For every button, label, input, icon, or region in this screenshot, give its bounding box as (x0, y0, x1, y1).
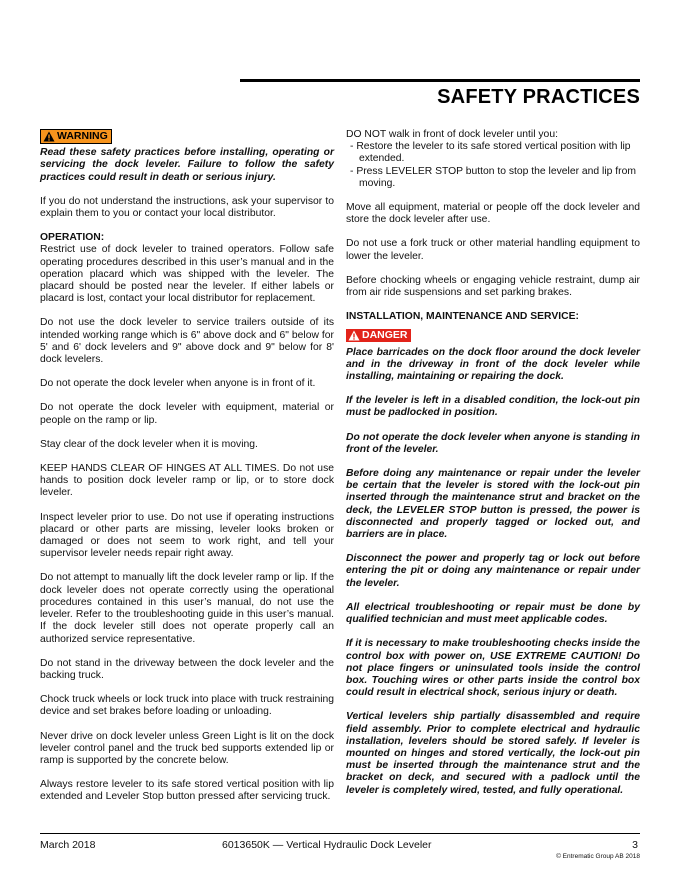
page-number: 3 (632, 839, 638, 851)
danger-text: If the leveler is left in a disabled condition, the lock-out pin must be padlocked in position. (346, 395, 640, 419)
danger-text: Place barricades on the dock floor around the dock leveler and in the driveway in front of the dock leveler while installing, maintaining or repairing the dock. (346, 346, 640, 383)
danger-triangle-icon (348, 330, 360, 341)
operation-heading: OPERATION: (40, 232, 105, 244)
paragraph: Do not operate the dock leveler with equipment, material or people on the ramp or lip. (40, 402, 334, 426)
list-item: - Restore the leveler to its safe stored vertical position with lip extended. (350, 141, 631, 165)
footer-date: March 2018 (40, 839, 96, 851)
warning-label: WARNING (57, 130, 108, 142)
paragraph: Do not operate the dock leveler when anyone is in front of it. (40, 378, 316, 390)
title-rule (240, 79, 640, 82)
installation-heading: INSTALLATION, MAINTENANCE AND SERVICE: (346, 311, 579, 323)
footer-doc-title: 6013650K — Vertical Hydraulic Dock Leveler (222, 839, 432, 851)
paragraph: Move all equipment, material or people off the dock leveler and store the dock leveler after use. (346, 202, 640, 226)
danger-badge (346, 329, 411, 342)
paragraph: Inspect leveler prior to use. Do not use if operating instructions placard or other parts are missing, leveler looks broken or damaged or does not seem to work right, and tell your supervisor leveler needs repair right away. (40, 511, 334, 560)
page-title: SAFETY PRACTICES (437, 86, 640, 108)
danger-text: If it is necessary to make troubleshooting checks inside the control box with power on, USE EXTREME CAUTION! Do not place fingers or uninsulated tools inside the control box. Touching wires or other parts inside the control box could result in electrical shock, serious injury or death. (346, 638, 640, 699)
danger-text: Disconnect the power and properly tag or lock out before entering the pit or doing any maintenance or repair under the leveler. (346, 553, 640, 589)
copyright: © Entrematic Group AB 2018 (556, 853, 640, 860)
paragraph: Never drive on dock leveler unless Green Light is lit on the dock leveler control panel and the truck bed supports extended lip or ramp is supported by the concrete below. (40, 730, 334, 766)
footer-rule (40, 833, 640, 834)
left-column (40, 129, 334, 816)
right-column (346, 129, 640, 809)
paragraph: Do not stand in the driveway between the dock leveler and the backing truck. (40, 657, 334, 681)
paragraph: Stay clear of the dock leveler when it is moving. (40, 438, 258, 450)
paragraph: Do not use a fork truck or other material handling equipment to lower the leveler. (346, 238, 640, 262)
danger-text: Before doing any maintenance or repair under the leveler be certain that the leveler is stored with the lock-out pin inserted through the maintenance strut and bracket on the deck, the LEVELER STOP button is pressed, the power is disconnected and properly tagged or locked out, and barriers are in place. (346, 468, 640, 541)
list-item: - Press LEVELER STOP button to stop the leveler and lip from moving. (350, 165, 636, 189)
paragraph: KEEP HANDS CLEAR OF HINGES AT ALL TIMES. Do not use hands to position dock leveler ramp or lip, or to store dock leveler. (40, 463, 334, 499)
paragraph: Always restore leveler to its safe stored vertical position with lip extended and Leveler Stop button pressed after servicing truck. (40, 779, 334, 803)
warning-triangle-icon (43, 131, 55, 142)
walk-lead: DO NOT walk in front of dock leveler until you: (346, 129, 558, 140)
paragraph: If you do not understand the instructions, ask your supervisor to explain them to you or contact your local distributor. (40, 195, 334, 220)
paragraph: Chock truck wheels or lock truck into place with truck restraining device and set brakes before loading or unloading. (40, 694, 334, 718)
danger-text: All electrical troubleshooting or repair must be done by qualified technician and must meet applicable codes. (346, 601, 640, 626)
warning-badge (40, 129, 112, 144)
danger-text: Do not operate the dock leveler when anyone is standing in front of the leveler. (346, 431, 640, 455)
paragraph: Before chocking wheels or engaging vehicle restraint, dump air from air ride suspensions and set parking brakes. (346, 274, 640, 299)
danger-text: Vertical levelers ship partially disassembled and require field assembly. Prior to complete electrical and hydraulic installation, levelers should be stored safely. If leveler is mounted on hinges and stored vertically, the lock-out pin must be inserted through the maintenance strut and the bracket on deck, and secured with a padlock until the leveler is completely wired, tested, and fully operational. (346, 711, 640, 796)
paragraph: Restrict use of dock leveler to trained operators. Follow safe operating procedures described in this user’s manual and in the operation placard which was shipped with the leveler. The placard should be posted near the leveler. If either labels or placard is lost, contact your local distributor for replacement. (40, 244, 334, 305)
danger-label: DANGER (362, 329, 408, 342)
paragraph: Do not use the dock leveler to service trailers outside of its intended working range which is 6" above dock and 6" below for 5' and 6' dock levelers and 9" above dock and 9" below for 8' dock levelers. (40, 317, 334, 366)
paragraph: Do not attempt to manually lift the dock leveler ramp or lip. If the dock leveler does not operate correctly using the operational procedures contained in this user’s manual, do not use the leveler. Refer to the troubleshooting guide in this user’s manual. If the dock leveler still does not operate properly call an authorized service representative. (40, 572, 334, 645)
warning-text: Read these safety practices before installing, operating or servicing the dock leveler. Failure to follow the safety practices could result in death or serious injury. (40, 147, 334, 183)
